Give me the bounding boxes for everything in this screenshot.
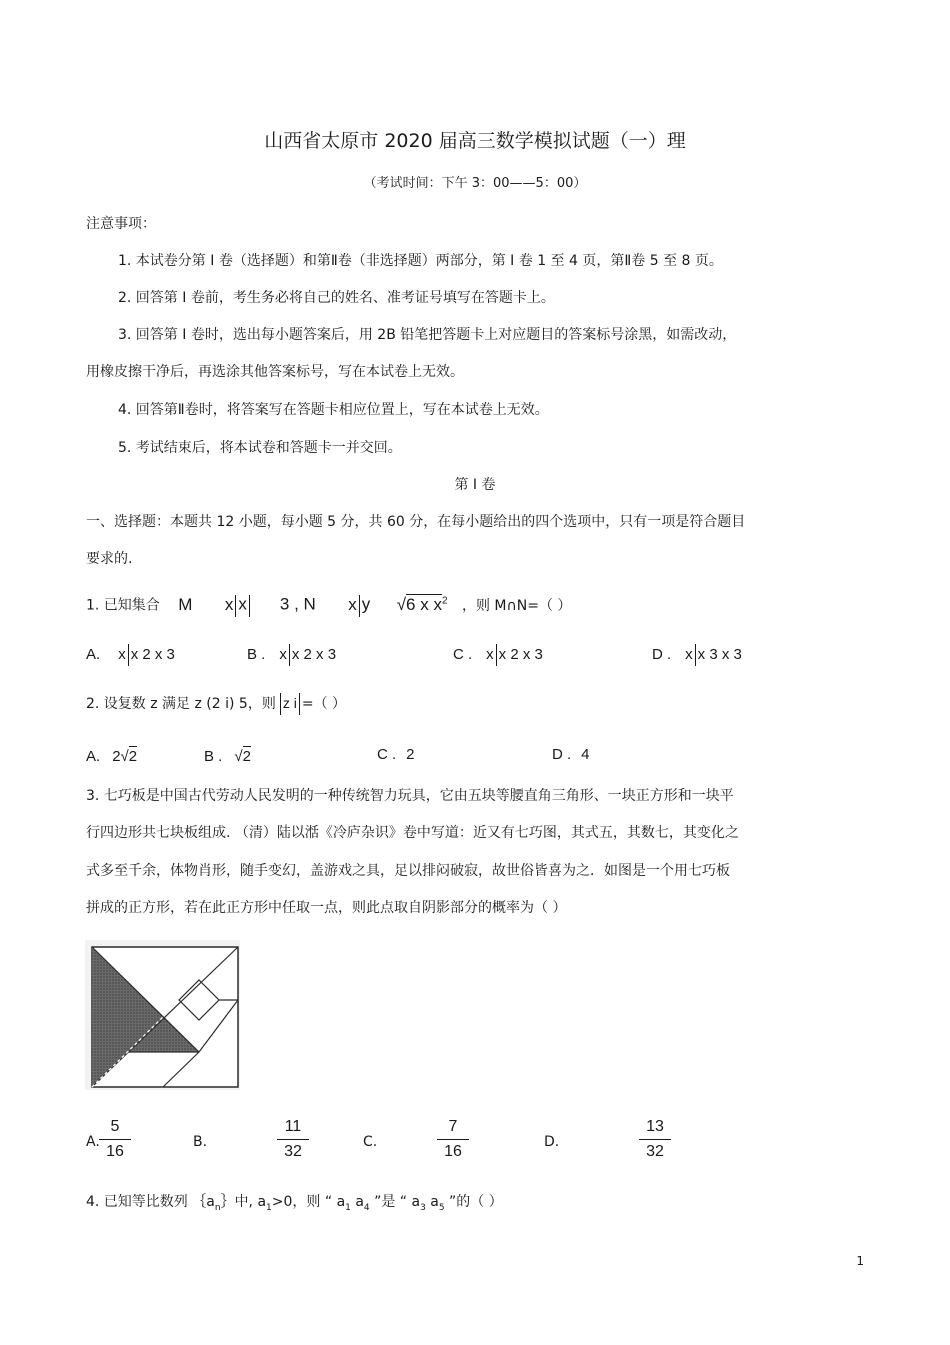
q2-prefix: 2. 设复数 z 满足 z (2 i) 5，则 bbox=[86, 696, 276, 712]
part1-intro-line-1: 一、选择题：本题共 12 小题，每小题 5 分，共 60 分，在每小题给出的四个选项中，只有一项是符合题目 bbox=[86, 514, 746, 530]
notice-item-3-cont: 用橡皮擦干净后，再选涂其他答案标号，写在本试卷上无效。 bbox=[86, 364, 464, 380]
q2-option-a: A. 2√2 bbox=[86, 748, 138, 765]
q1-var-x: x bbox=[224, 594, 234, 614]
q1-option-d: D . x x 3 x 3 bbox=[652, 644, 742, 666]
q1-sqrt-expr: 6 x x bbox=[406, 594, 442, 614]
q1-var-x: x bbox=[238, 594, 247, 614]
q1-var-y: y bbox=[361, 594, 371, 614]
question-3-line-1: 3. 七巧板是中国古代劳动人民发明的一种传统智力玩具，它由五块等腰直角三角形、一块正方形和一块平 bbox=[86, 788, 734, 804]
question-3-line-3: 式多至千余，体物肖形，随手变幻，盖游戏之具，足以排闷破寂，故世俗皆喜为之．如图是一个用七巧板 bbox=[86, 863, 730, 879]
q1-option-b: B . x x 2 x 3 bbox=[247, 644, 336, 666]
tangram-figure bbox=[85, 940, 240, 1090]
page-title: 山西省太原市 2020 届高三数学模拟试题（一）理 bbox=[264, 130, 686, 152]
q3-option-a-label: A. bbox=[86, 1134, 100, 1150]
notice-item-3: 3. 回答第 I 卷时，选出每小题答案后，用 2B 铅笔把答题卡上对应题目的答案标号涂黑，如需改动， bbox=[118, 327, 737, 343]
q1-exponent: 2 bbox=[441, 595, 448, 606]
notice-item-4: 4. 回答第Ⅱ卷时，将答案写在答题卡相应位置上，写在本试卷上无效。 bbox=[118, 402, 549, 418]
question-1-stem: 1. 已知集合 M x x 3 , N x y √6 x $x^2$ ，则 M∩N=（ ） bbox=[86, 592, 571, 617]
exam-time: （考试时间：下午 3：00——5：00） bbox=[363, 176, 587, 191]
q3-option-a-fraction: 5 16 bbox=[95, 1117, 135, 1162]
q2-suffix: =（ ） bbox=[301, 696, 347, 712]
page-number: 1 bbox=[856, 1254, 864, 1268]
question-3-line-2: 行四边形共七块板组成. （清）陆以湉《冷庐杂识》卷中写道：近又有七巧图，其式五，其数七，其变化之 bbox=[86, 825, 739, 841]
q1-set-m: M bbox=[178, 594, 193, 614]
q2-option-c: C . 2 bbox=[377, 746, 415, 763]
q2-option-b: B . √2 bbox=[204, 748, 251, 765]
q3-option-b-fraction: 11 32 bbox=[273, 1117, 313, 1162]
q3-option-d-fraction: 13 32 bbox=[635, 1117, 675, 1162]
q2-option-d: D . 4 bbox=[552, 746, 590, 763]
q1-set-n: 3 , N bbox=[279, 594, 316, 614]
q1-option-c: C . x x 2 x 3 bbox=[453, 644, 543, 666]
question-4-stem: 4. 已知等比数列 $\{a_n\}$中, $a_1>0$，则 “ $a_1$ $a_4$ ”是 “ $a_3$ $a_5$ ”的（ ） bbox=[86, 1194, 503, 1213]
notice-item-5: 5. 考试结束后，将本试卷和答题卡一并交回。 bbox=[118, 440, 402, 456]
section-title: 第 I 卷 bbox=[454, 477, 496, 493]
q2-abs-expr: z i bbox=[282, 695, 297, 711]
part1-intro-line-2: 要求的. bbox=[86, 551, 133, 567]
q1-suffix: ，则 M∩N=（ ） bbox=[461, 597, 572, 614]
q3-option-b-label: B. bbox=[193, 1134, 208, 1150]
q3-option-d-label: D. bbox=[544, 1134, 560, 1150]
q1-var-x: x bbox=[348, 594, 357, 614]
notice-item-2: 2. 回答第 I 卷前，考生务必将自己的姓名、准考证号填写在答题卡上。 bbox=[118, 290, 555, 306]
q1-option-a: A. x x 2 x 3 bbox=[86, 644, 175, 666]
q1-prefix: 1. 已知集合 bbox=[86, 597, 160, 614]
q3-option-c-label: C. bbox=[363, 1134, 378, 1150]
question-2-stem bbox=[86, 693, 346, 715]
notice-heading: 注意事项： bbox=[86, 216, 156, 232]
notice-item-1: 1. 本试卷分第 I 卷（选择题）和第Ⅱ卷（非选择题）两部分，第 I 卷 1 至 4 页，第Ⅱ卷 5 至 8 页。 bbox=[118, 253, 723, 269]
question-3-line-4: 拼成的正方形，若在此正方形中任取一点，则此点取自阴影部分的概率为（ ） bbox=[86, 900, 567, 916]
q3-option-c-fraction: 7 16 bbox=[433, 1117, 473, 1162]
